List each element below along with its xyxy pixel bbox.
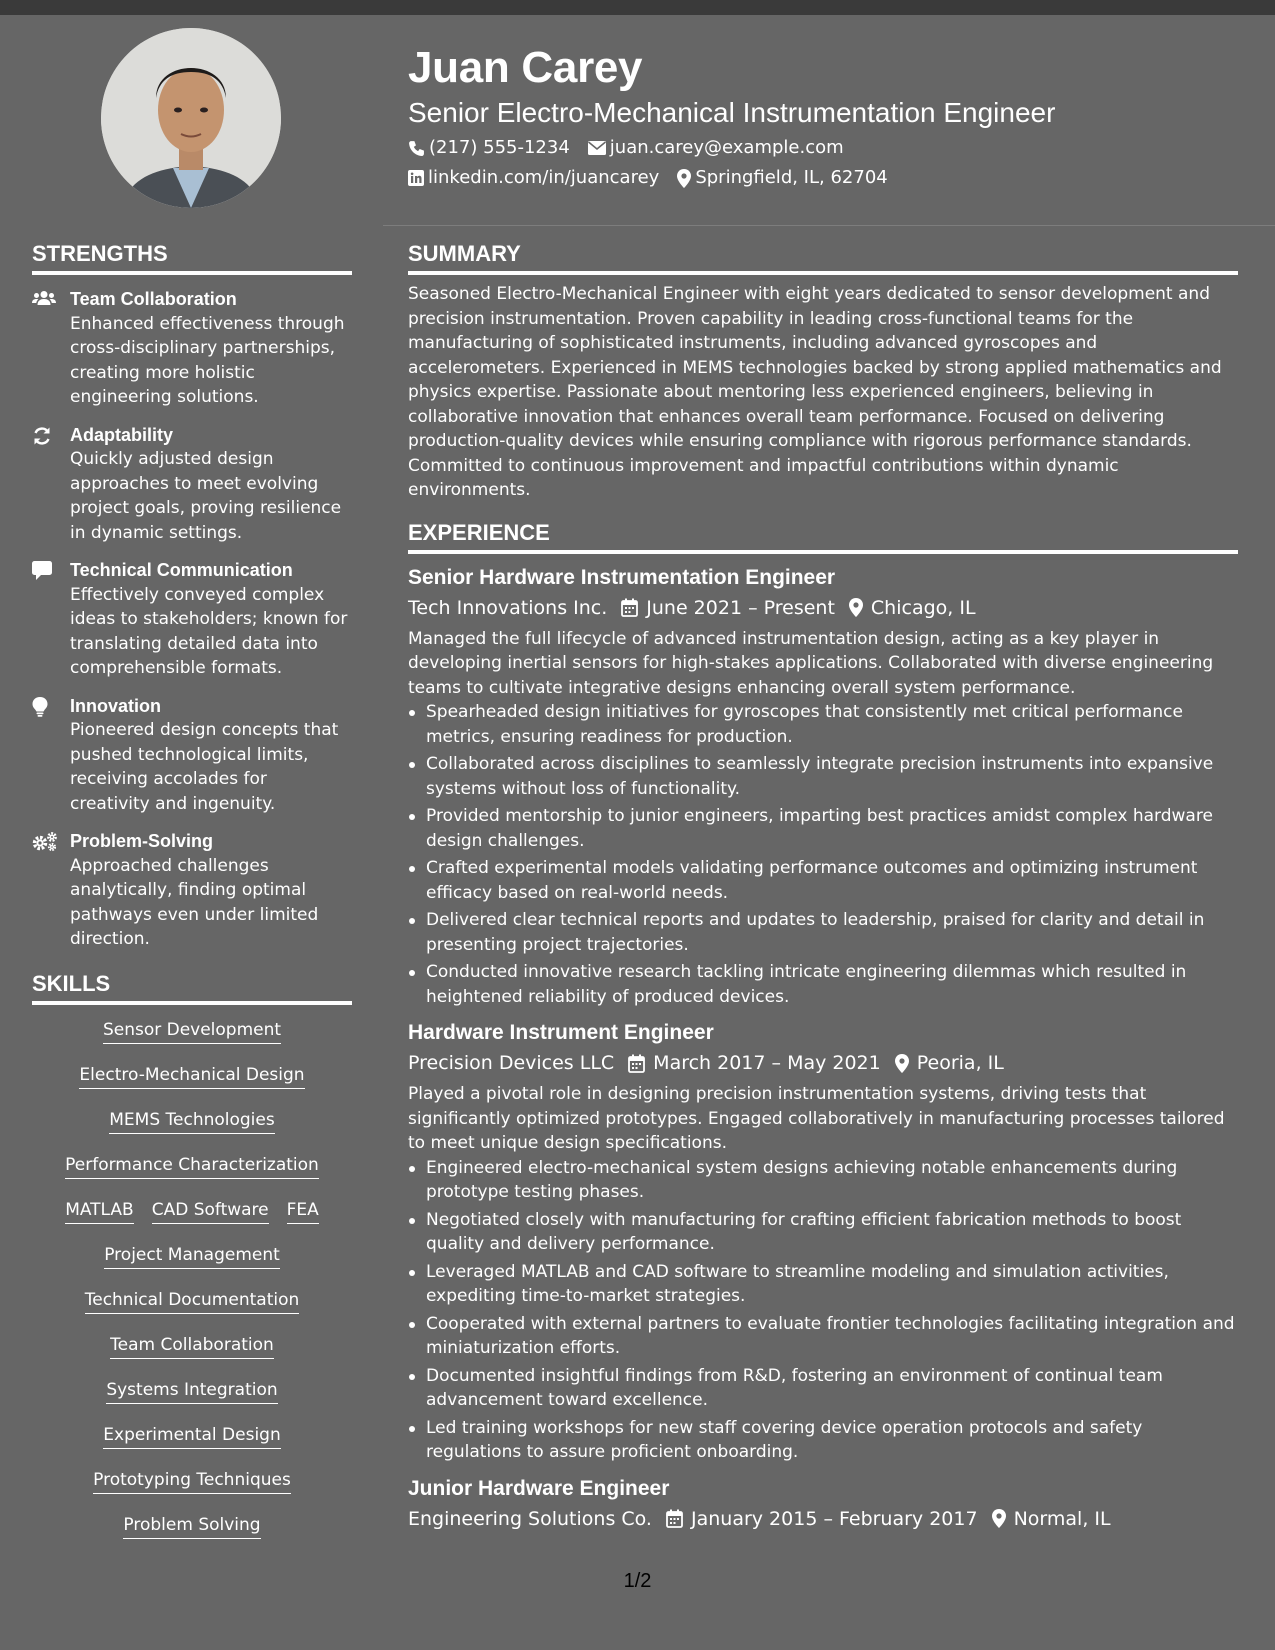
linkedin-icon — [408, 170, 424, 186]
skill-tag: Performance Characterization — [65, 1154, 319, 1179]
skill-tag: CAD Software — [152, 1199, 269, 1224]
job-location — [849, 595, 976, 621]
phone-number: (217) 555-1234 — [429, 137, 570, 158]
job-dates — [628, 1050, 881, 1076]
skill-tag: Technical Documentation — [85, 1289, 300, 1314]
gears-icon — [32, 832, 58, 852]
skill-tag: Team Collaboration — [110, 1334, 274, 1359]
skill-tag: Sensor Development — [103, 1019, 281, 1044]
resume-header — [408, 40, 1248, 190]
candidate-name: Juan Carey — [408, 43, 643, 92]
location-text: Springfield, IL, 62704 — [695, 167, 888, 188]
strength-title: Technical Communication — [70, 560, 293, 580]
map-pin-icon — [677, 169, 691, 188]
calendar-icon — [666, 1509, 683, 1528]
map-pin-icon — [849, 598, 863, 617]
strength-title: Problem-Solving — [70, 831, 214, 851]
skill-tag: MEMS Technologies — [109, 1109, 274, 1134]
linkedin-contact — [408, 166, 659, 190]
phone-contact — [408, 136, 570, 160]
job-bullet: Engineered electro-mechanical system designs achieving notable enhancements during prototype testing phases. — [408, 1156, 1238, 1205]
phone-icon — [408, 140, 425, 157]
job-entry — [408, 564, 1238, 1010]
summary-text: Seasoned Electro-Mechanical Engineer with eight years dedicated to sensor development and precision instrumentation. Proven capability in leading cross-functional teams for the manufacturing of sophisticated instruments, including advanced gyroscopes and accelerometers. Experienced in MEMS technologies backed by strong applied mathematics and physics expertise. Passionate about mentoring less experienced engineers, believing in collaborative innovation that enhances overall team performance. Focused on delivering production-quality devices while ensuring compliance with rigorous performance standards. Committed to continuous improvement and impactful contributions within dynamic environments. — [408, 284, 1222, 500]
candidate-title: Senior Electro-Mechanical Instrumentation Engineer — [408, 97, 1056, 128]
skill-row — [32, 1109, 352, 1134]
strength-text: Pioneered design concepts that pushed technological limits, receiving accolades for creativity and ingenuity. — [70, 720, 339, 814]
users-icon — [32, 290, 56, 306]
skill-row — [32, 1244, 352, 1269]
skill-row — [32, 1469, 352, 1494]
refresh-icon — [32, 426, 52, 446]
strengths-heading: STRENGTHS — [32, 240, 352, 275]
skills-heading: SKILLS — [32, 970, 352, 1005]
job-location-text: Peoria, IL — [916, 1052, 1004, 1074]
job-meta — [408, 1050, 1238, 1076]
strength-text: Approached challenges analytically, finding optimal pathways even under limited direction. — [70, 855, 319, 949]
skills-list — [32, 1019, 352, 1539]
job-location — [895, 1050, 1004, 1076]
job-bullet: Delivered clear technical reports and updates to leadership, praised for clarity and detail in presenting project trajectories. — [408, 908, 1238, 957]
strength-item — [32, 558, 352, 681]
summary-heading: SUMMARY — [408, 240, 1238, 275]
strength-item — [32, 694, 352, 817]
location-contact — [677, 166, 887, 190]
job-location — [992, 1506, 1111, 1532]
job-entry — [408, 1019, 1238, 1465]
contact-row-2 — [408, 166, 1248, 190]
skill-tag: Prototyping Techniques — [93, 1469, 291, 1494]
map-pin-icon — [992, 1509, 1006, 1528]
skill-tag: Problem Solving — [123, 1514, 260, 1539]
skill-row — [32, 1199, 352, 1224]
job-description: Managed the full lifecycle of advanced instrumentation design, acting as a key player in developing inertial sensors for high-stakes applications. Collaborated with diverse engineering teams to cultivate integrative designs enhancing overall system performance. — [408, 628, 1214, 698]
strength-title: Team Collaboration — [70, 289, 237, 309]
job-meta — [408, 595, 1238, 621]
job-dates — [666, 1506, 978, 1532]
strength-text: Quickly adjusted design approaches to meet evolving project goals, proving resilience in dynamic settings. — [70, 449, 342, 543]
header-divider — [383, 225, 1275, 226]
skill-tag: Systems Integration — [106, 1379, 277, 1404]
job-company: Precision Devices LLC — [408, 1052, 615, 1074]
top-bar — [0, 0, 1275, 15]
job-bullet: Led training workshops for new staff covering device operation protocols and safety regulations to assure proficient onboarding. — [408, 1416, 1238, 1465]
comment-icon — [32, 561, 52, 580]
right-column — [408, 240, 1238, 1532]
strength-text: Enhanced effectiveness through cross-disciplinary partnerships, creating more holistic engineering solutions. — [70, 313, 345, 407]
skill-row — [32, 1334, 352, 1359]
skill-row — [32, 1064, 352, 1089]
job-bullet: Provided mentorship to junior engineers, imparting best practices amidst complex hardware design challenges. — [408, 804, 1238, 853]
job-entry — [408, 1475, 1238, 1532]
job-dates-text: January 2015 – February 2017 — [690, 1507, 978, 1530]
left-column — [32, 240, 352, 1559]
job-dates-text: June 2021 – Present — [646, 596, 835, 619]
job-bullet: Conducted innovative research tackling intricate engineering dilemmas which resulted in heightened reliability of produced devices. — [408, 960, 1238, 1009]
job-bullet: Spearheaded design initiatives for gyroscopes that consistently met critical performance metrics, ensuring readiness for production. — [408, 700, 1238, 749]
skill-tag: Electro-Mechanical Design — [79, 1064, 304, 1089]
job-bullet: Leveraged MATLAB and CAD software to streamline modeling and simulation activities, expediting time-to-market strategies. — [408, 1260, 1238, 1309]
skill-row — [32, 1154, 352, 1179]
skill-row — [32, 1514, 352, 1539]
calendar-icon — [628, 1054, 645, 1073]
strength-item — [32, 287, 352, 410]
strength-item — [32, 423, 352, 546]
skill-row — [32, 1424, 352, 1449]
skill-tag: Experimental Design — [103, 1424, 280, 1449]
skill-tag: FEA — [287, 1199, 319, 1224]
calendar-icon — [621, 598, 638, 617]
job-bullet: Collaborated across disciplines to seamlessly integrate precision instruments into expansive systems without loss of functionality. — [408, 752, 1238, 801]
job-meta — [408, 1506, 1238, 1532]
strength-title: Innovation — [70, 695, 161, 716]
strength-item — [32, 829, 352, 952]
experience-heading: EXPERIENCE — [408, 519, 1238, 554]
job-bullet: Negotiated closely with manufacturing for crafting efficient fabrication methods to boost quality and delivery performance. — [408, 1208, 1238, 1257]
strength-title: Adaptability — [70, 424, 174, 445]
job-title: Senior Hardware Instrumentation Engineer — [408, 565, 836, 589]
page-number: 1/2 — [623, 1570, 652, 1592]
job-bullet: Documented insightful findings from R&D, fostering an environment of continual team advancement toward excellence. — [408, 1364, 1238, 1413]
skill-tag: MATLAB — [65, 1199, 134, 1224]
job-title: Junior Hardware Engineer — [408, 1476, 670, 1500]
linkedin-url: linkedin.com/in/juancarey — [428, 167, 660, 188]
job-location-text: Chicago, IL — [870, 596, 976, 619]
contact-row-1 — [408, 136, 1248, 160]
envelope-icon — [588, 141, 606, 155]
job-bullet: Cooperated with external partners to evaluate frontier technologies facilitating integration and miniaturization efforts. — [408, 1312, 1238, 1361]
job-bullets — [408, 1156, 1238, 1465]
profile-photo — [101, 28, 281, 208]
email-address: juan.carey@example.com — [609, 137, 844, 158]
skill-row — [32, 1379, 352, 1404]
email-contact — [588, 136, 844, 160]
job-company: Tech Innovations Inc. — [408, 596, 608, 619]
job-description: Played a pivotal role in designing precision instrumentation systems, driving tests that significantly optimized prototypes. Engaged collaboratively in manufacturing processes tailored to meet unique design specifications. — [408, 1084, 1225, 1153]
strengths-list — [32, 287, 352, 952]
job-bullets — [408, 700, 1238, 1009]
skill-row — [32, 1289, 352, 1314]
job-bullet: Crafted experimental models validating performance outcomes and optimizing instrument efficacy based on real-world needs. — [408, 856, 1238, 905]
job-location-text: Normal, IL — [1013, 1507, 1111, 1530]
skill-tag: Project Management — [104, 1244, 280, 1269]
skill-row — [32, 1019, 352, 1044]
strength-text: Effectively conveyed complex ideas to stakeholders; known for translating detailed data into comprehensible formats. — [70, 584, 348, 678]
job-dates — [621, 595, 835, 621]
job-dates-text: March 2017 – May 2021 — [653, 1052, 881, 1074]
job-company: Engineering Solutions Co. — [408, 1507, 652, 1530]
job-title: Hardware Instrument Engineer — [408, 1021, 714, 1044]
map-pin-icon — [895, 1054, 909, 1073]
lightbulb-icon — [32, 697, 48, 717]
